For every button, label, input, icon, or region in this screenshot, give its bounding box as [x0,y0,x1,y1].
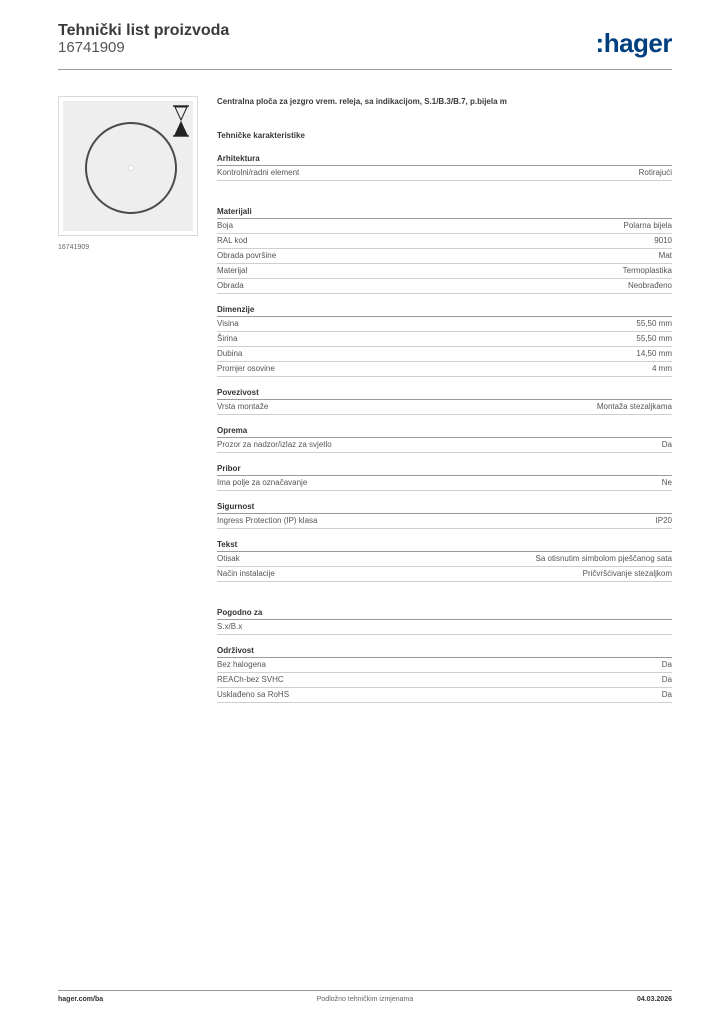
product-thumbnail [58,96,198,236]
section-title: Arhitektura [217,152,672,166]
spec-label: Bez halogena [217,660,266,669]
spec-row [217,476,672,491]
spec-label: Boja [217,221,234,230]
spec-label: Materijal [217,266,248,275]
spec-value: Pričvršćivanje stezaljkom [582,569,672,578]
section-title: Povezivost [217,386,672,400]
spec-row [217,567,672,582]
spec-row [217,234,672,249]
spec-value: Sa otisnutim simbolom pješčanog sata [535,554,672,563]
spec-label: Kontrolni/radni element [217,168,300,177]
spec-label: Dubina [217,349,243,358]
spec-value: Da [661,675,672,684]
spec-value: Neobrađeno [627,281,672,290]
spec-value: Da [661,660,672,669]
spec-row [217,166,672,181]
spec-label: Otisak [217,554,240,563]
spec-value: Rotirajući [638,168,672,177]
spec-row [217,347,672,362]
spec-row [217,400,672,415]
header-divider [58,69,672,70]
footer-divider [58,990,672,991]
spec-row [217,658,672,673]
svg-text::hager: :hager [595,28,672,58]
spec-value: 14,50 mm [636,349,672,358]
spec-value: Montaža stezaljkama [596,402,672,411]
spec-section [217,152,672,181]
spec-value: Ne [661,478,672,487]
section-title: Tekst [217,538,672,552]
spec-label: Obrada površine [217,251,277,260]
spec-value: Da [661,690,672,699]
product-code: 16741909 [58,39,125,56]
spec-section [217,606,672,635]
section-title: Pogodno za [217,606,672,620]
product-description: Centralna ploča za jezgro vrem. releja, sa indikacijom, S.1/B.3/B.7, p.bijela m [217,97,507,106]
section-title: Održivost [217,644,672,658]
spec-value: 9010 [654,236,672,245]
spec-section [217,644,672,703]
spec-value: Da [661,440,672,449]
spec-row [217,249,672,264]
hourglass-icon [173,106,189,136]
spec-section [217,538,672,582]
spec-value: 55,50 mm [636,334,672,343]
spec-row [217,317,672,332]
section-title: Pribor [217,462,672,476]
spec-label: Usklađeno sa RoHS [217,690,290,699]
footer-notice: Podložno tehničkim izmjenama [316,996,414,1003]
specifications [217,96,672,703]
thumbnail-caption: 16741909 [58,244,90,251]
spec-section [217,500,672,529]
spec-row [217,264,672,279]
spec-label: Prozor za nadzor/izlaz za svjetlo [217,440,332,449]
spec-section [217,386,672,415]
section-title: Oprema [217,424,672,438]
spec-value: IP20 [655,516,672,525]
spec-value: Mat [658,251,672,260]
spec-label: Ingress Protection (IP) klasa [217,516,318,525]
page-header [58,22,672,70]
spec-section [217,424,672,453]
spec-label: S.x/B.x [217,622,243,631]
spec-label: Obrada [217,281,244,290]
spec-value: 55,50 mm [636,319,672,328]
document-title: Tehnički list proizvoda [58,22,230,39]
spec-label: Ima polje za označavanje [217,478,308,487]
website-link[interactable]: hager.com/ba [58,996,104,1003]
footer-date: 04.03.2026 [636,996,672,1003]
spec-section [217,303,672,377]
section-title: Sigurnost [217,500,672,514]
spec-row [217,219,672,234]
spec-value: 4 mm [652,364,672,373]
spec-row [217,332,672,347]
spec-row [217,552,672,567]
spec-label: Širina [217,334,238,343]
spec-label: REACh-bez SVHC [217,675,284,684]
cover-plate-drawing [63,101,193,231]
spec-label: RAL kod [217,236,248,245]
spec-label: Vrsta montaže [217,402,269,411]
page-footer [58,996,672,1010]
spec-row [217,362,672,377]
hager-logo [582,26,672,60]
section-title: Materijali [217,205,672,219]
spec-row [217,620,672,635]
spec-label: Način instalacije [217,569,275,578]
spec-row [217,279,672,294]
spec-sections [217,152,672,703]
spec-row [217,514,672,529]
spec-value: Termoplastika [622,266,672,275]
section-title: Dimenzije [217,303,672,317]
technical-characteristics-heading: Tehničke karakteristike [217,131,305,140]
spec-label: Promjer osovine [217,364,275,373]
spec-row [217,673,672,688]
spec-row [217,688,672,703]
spec-section [217,205,672,294]
product-image [63,101,193,231]
spec-value: Polarna bijela [623,221,672,230]
spec-row [217,438,672,453]
spec-section [217,462,672,491]
spec-label: Visina [217,319,239,328]
